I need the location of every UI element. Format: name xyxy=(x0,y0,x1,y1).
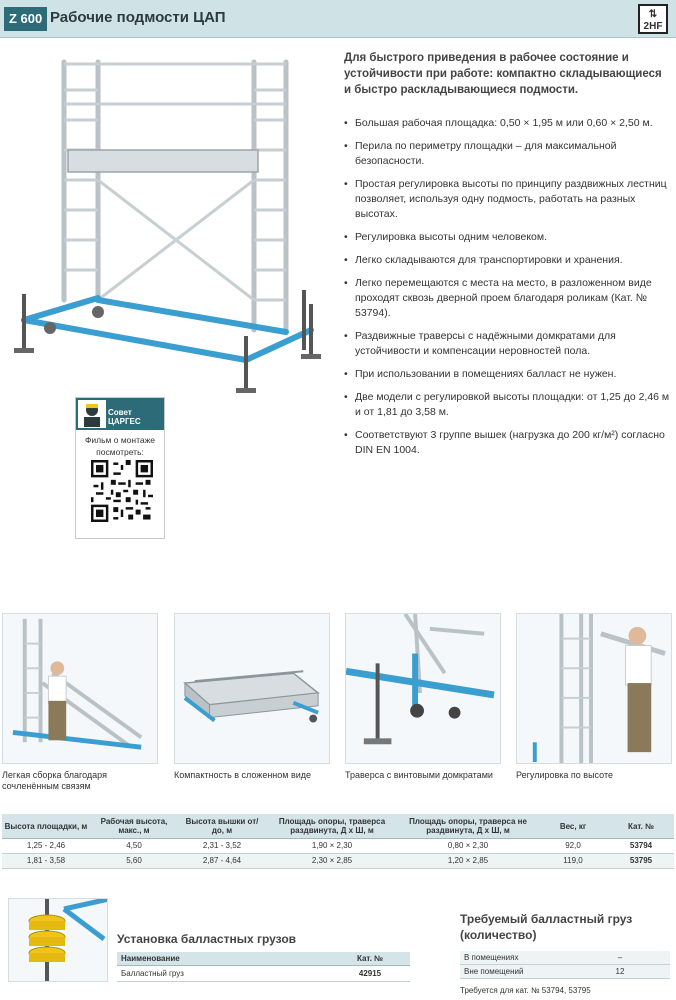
photo-assembly xyxy=(2,613,158,764)
feature-item: • Регулировка высоты одним человеком. xyxy=(344,230,672,245)
ballast-table xyxy=(117,952,410,982)
table-cell: – xyxy=(570,951,670,965)
feature-item: • Соответствуют 3 группе вышек (нагрузка до 200 кг/м²) согласно DIN EN 1004. xyxy=(344,428,672,458)
table-row xyxy=(460,965,670,979)
column-header: Площадь опоры, траверса не раздвинута, Д х Ш, м xyxy=(398,814,538,839)
table-cell: 5,60 xyxy=(90,854,178,869)
ballast-weights-illustration xyxy=(9,899,108,982)
table-cell: В помещениях xyxy=(460,951,570,965)
catalog-number-cell: 42915 xyxy=(330,966,410,982)
table-cell: 2,30 × 2,85 xyxy=(266,854,398,869)
column-header: Рабочая высота, макс., м xyxy=(90,814,178,839)
qr-brand-label: Совет ЦАРГЕС xyxy=(108,408,141,426)
column-header: Высота вышки от/до, м xyxy=(178,814,266,839)
table-cell: 92,0 xyxy=(538,839,608,854)
column-header: Кат. № xyxy=(608,814,674,839)
fold-arrows-glyph: ⇅ xyxy=(648,9,658,20)
table-cell: 1,25 - 2,46 xyxy=(2,839,90,854)
table-row xyxy=(2,839,674,854)
table-cell: Балластный груз xyxy=(117,966,330,982)
qr-code-icon[interactable] xyxy=(91,460,153,522)
page-header xyxy=(0,0,676,38)
photo-height-adjust xyxy=(516,613,672,764)
table-cell: 1,90 × 2,30 xyxy=(266,839,398,854)
feature-item: • Большая рабочая площадка: 0,50 × 1,95 м или 0,60 × 2,50 м. xyxy=(344,116,672,131)
qr-header xyxy=(76,398,164,430)
hf-icon-label: 2HF xyxy=(643,21,663,32)
feature-item: • Легко перемещаются с места на место, в разложенном виде проходят сквозь дверной проем благодаря роликам (Кат. № 53794). xyxy=(344,276,672,321)
photo-height-adjust-illustration xyxy=(517,614,671,763)
feature-item: • Простая регулировка высоты по принципу раздвижных лестниц позволяет, используя одну подмость, работать на разных высотах. xyxy=(344,177,672,222)
feature-item: • Раздвижные траверсы с надёжными домкратами для устойчивости и компенсации неровностей пола. xyxy=(344,329,672,359)
photo-caption: Легкая сборка благодаря сочленённым связям xyxy=(2,770,107,791)
qr-caption: Фильм о монтаже посмотреть: xyxy=(84,435,156,457)
table-row xyxy=(117,966,410,982)
feature-list xyxy=(344,116,672,466)
required-ballast-note: Требуется для кат. № 53794, 53795 xyxy=(460,986,591,995)
table-header-row xyxy=(117,952,410,966)
column-header: Площадь опоры, траверса раздвинута, Д х Ш, м xyxy=(266,814,398,839)
intro-text: Для быстрого приведения в рабочее состояние и устойчивости при работе: компактно складывающиеся и быстро раскладывающиеся подмости. xyxy=(344,52,662,96)
page-title: Рабочие подмости ЦАП xyxy=(50,9,226,26)
specification-table xyxy=(2,814,674,869)
scaffold-hero-image xyxy=(6,50,326,400)
photo-folded-illustration xyxy=(175,614,329,763)
scaffold-illustration xyxy=(6,50,326,400)
column-header: Кат. № xyxy=(330,952,410,966)
catalog-number-cell: 53795 xyxy=(608,854,674,869)
feature-item: • Перила по периметру площадки – для максимальной безопасности. xyxy=(344,139,672,169)
table-cell: 119,0 xyxy=(538,854,608,869)
table-cell: 4,50 xyxy=(90,839,178,854)
photo-caption: Регулировка по высоте xyxy=(516,770,613,780)
table-row xyxy=(2,854,674,869)
two-handed-fold-icon xyxy=(638,4,668,34)
platform-deck xyxy=(68,150,258,172)
table-row xyxy=(460,951,670,965)
required-ballast-table xyxy=(460,951,670,979)
table-header-row xyxy=(2,814,674,839)
photo-caption: Компактность в сложенном виде xyxy=(174,770,312,780)
photo-jack-illustration xyxy=(346,614,500,763)
ballast-section-title: Установка балластных грузов xyxy=(117,932,297,946)
product-code-badge: Z 600 xyxy=(4,7,47,31)
required-ballast-title: Требуемый балластный груз (количество) xyxy=(460,912,633,942)
column-header: Наименование xyxy=(117,952,330,966)
column-header: Высота площадки, м xyxy=(2,814,90,839)
table-cell: 2,87 - 4,64 xyxy=(178,854,266,869)
feature-item: • Легко складываются для транспортировки и хранения. xyxy=(344,253,672,268)
table-cell: 12 xyxy=(570,965,670,979)
photo-caption: Траверса с винтовыми домкратами xyxy=(345,770,493,780)
ballast-weights-photo xyxy=(8,898,108,982)
table-cell: Вне помещений xyxy=(460,965,570,979)
table-cell: 1,81 - 3,58 xyxy=(2,854,90,869)
photo-jack xyxy=(345,613,501,764)
photo-folded xyxy=(174,613,330,764)
table-cell: 0,80 × 2,30 xyxy=(398,839,538,854)
table-cell: 1,20 × 2,85 xyxy=(398,854,538,869)
table-cell: 2,31 - 3,52 xyxy=(178,839,266,854)
assembly-video-qr-box[interactable] xyxy=(75,397,165,539)
catalog-number-cell: 53794 xyxy=(608,839,674,854)
feature-item: • При использовании в помещениях балласт не нужен. xyxy=(344,367,672,382)
worker-avatar-icon xyxy=(78,400,106,428)
feature-item: • Две модели с регулировкой высоты площадки: от 1,25 до 2,46 м и от 1,81 до 3,58 м. xyxy=(344,390,672,420)
photo-assembly-illustration xyxy=(3,614,157,763)
column-header: Вес, кг xyxy=(538,814,608,839)
